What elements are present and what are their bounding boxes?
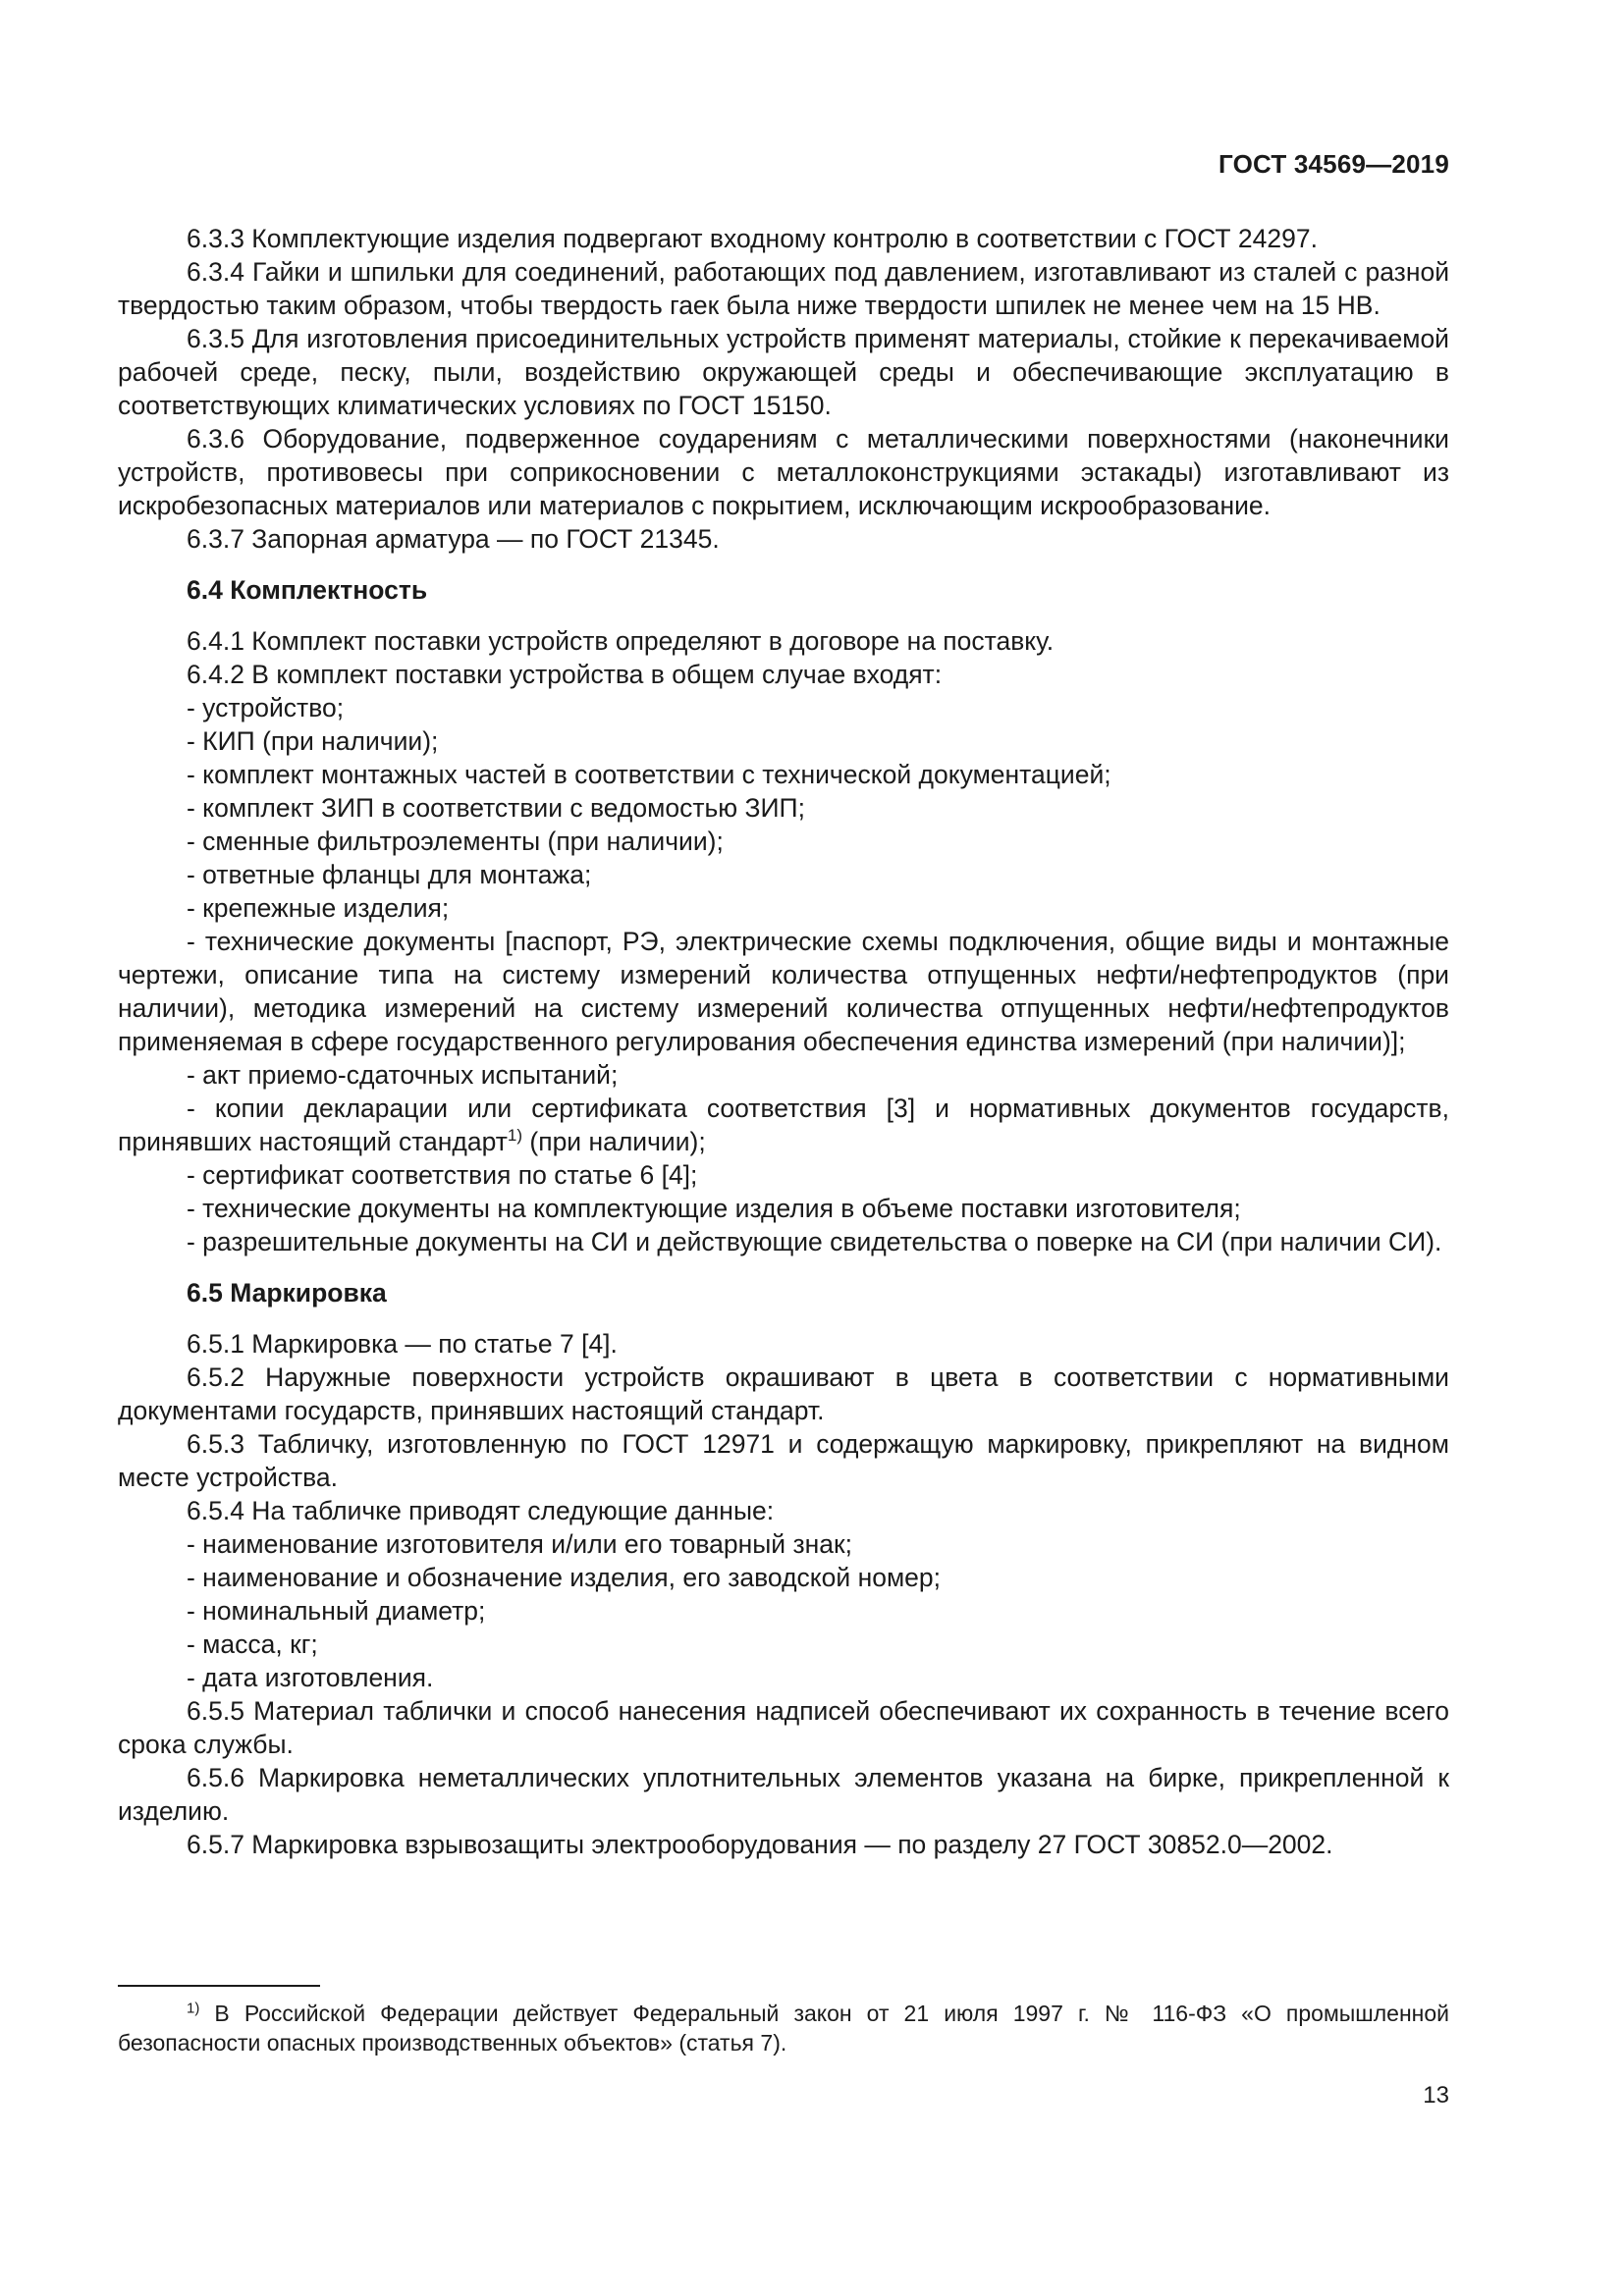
list-item: - номинальный диаметр; bbox=[187, 1596, 486, 1626]
list-item: - ответные фланцы для монтажа; bbox=[187, 860, 592, 889]
footnote-text bbox=[118, 1999, 1449, 2057]
paragraph-6-5-1: 6.5.1 Маркировка — по статье 7 [4]. bbox=[187, 1329, 618, 1359]
list-item: - сертификат соответствия по статье 6 [4]; bbox=[187, 1160, 698, 1190]
footnote-marker: 1) bbox=[187, 2000, 200, 2017]
list-item: - акт приемо-сдаточных испытаний; bbox=[187, 1060, 619, 1090]
document-body bbox=[118, 222, 1449, 1861]
paragraph-6-3-5: 6.3.5 Для изготовления присоединительных устройств применят материалы, стойкие к перекачиваемой рабочей среде, песку, пыли, воздействию окружающей среды и обеспечивающие эксплуатацию в соответствующих климатических условиях по ГОСТ 15150. bbox=[118, 324, 1449, 420]
list-item: - технические документы [паспорт, РЭ, электрические схемы подключения, общие виды и монтажные чертежи, описание типа на систему измерений количества отпущенных нефти/нефтепродуктов (при наличии), методика измерений на систему измерений количества отпущенных нефти/нефтепродуктов применяемая в сфере государственного регулирования обеспечения единства измерений (при наличии)]; bbox=[118, 927, 1449, 1056]
list-item: - дата изготовления. bbox=[187, 1663, 434, 1692]
paragraph-6-3-7: 6.3.7 Запорная арматура — по ГОСТ 21345. bbox=[187, 524, 720, 554]
list-item: - разрешительные документы на СИ и действующие свидетельства о поверке на СИ (при наличии СИ). bbox=[187, 1227, 1442, 1256]
footnote bbox=[118, 1999, 1449, 2057]
list-item-declaration bbox=[118, 1092, 1449, 1158]
declaration-text: - копии декларации или сертификата соответствия [3] и нормативных документов государств, принявших настоящий стандарт bbox=[118, 1094, 1449, 1156]
paragraph-6-5-7: 6.5.7 Маркировка взрывозащиты электрооборудования — по разделу 27 ГОСТ 30852.0—2002. bbox=[187, 1830, 1333, 1859]
footnote-body: В Российской Федерации действует Федеральный закон от 21 июля 1997 г. № 116-ФЗ «О промышленной безопасности опасных производственных объектов» (статья 7). bbox=[118, 2001, 1449, 2056]
list-item: - наименование изготовителя и/или его товарный знак; bbox=[187, 1529, 852, 1559]
paragraph-6-5-2: 6.5.2 Наружные поверхности устройств окрашивают в цвета в соответствии с нормативными документами государств, принявших настоящий стандарт. bbox=[118, 1362, 1449, 1425]
list-item: - комплект монтажных частей в соответствии с технической документацией; bbox=[187, 760, 1111, 789]
document-page bbox=[118, 0, 1449, 2296]
footnote-reference[interactable]: 1) bbox=[507, 1126, 523, 1146]
paragraph-6-4-2: 6.4.2 В комплект поставки устройства в общем случае входят: bbox=[187, 660, 943, 689]
list-item: - масса, кг; bbox=[187, 1629, 318, 1659]
paragraph-6-3-3: 6.3.3 Комплектующие изделия подвергают входному контролю в соответствии с ГОСТ 24297. bbox=[187, 224, 1318, 253]
page-number: 13 bbox=[1423, 2082, 1449, 2109]
list-item: - комплект ЗИП в соответствии с ведомостью ЗИП; bbox=[187, 793, 805, 823]
list-item: - наименование и обозначение изделия, его заводской номер; bbox=[187, 1563, 942, 1592]
list-item: - технические документы на комплектующие изделия в объеме поставки изготовителя; bbox=[187, 1194, 1241, 1223]
list-item: - КИП (при наличии); bbox=[187, 726, 439, 756]
paragraph-6-4-1: 6.4.1 Комплект поставки устройств определяют в договоре на поставку. bbox=[187, 626, 1055, 656]
paragraph-6-5-4: 6.5.4 На табличке приводят следующие данные: bbox=[187, 1496, 775, 1525]
footnote-divider bbox=[118, 1985, 320, 1987]
list-item: - сменные фильтроэлементы (при наличии); bbox=[187, 827, 724, 856]
paragraph-6-5-5: 6.5.5 Материал таблички и способ нанесения надписей обеспечивают их сохранность в течение всего срока службы. bbox=[118, 1696, 1449, 1759]
paragraph-6-3-4: 6.3.4 Гайки и шпильки для соединений, работающих под давлением, изготавливают из сталей с разной твердостью таким образом, чтобы твердость гаек была ниже твердости шпилек не менее чем на 15 НВ. bbox=[118, 257, 1449, 320]
list-item: - устройство; bbox=[187, 693, 345, 722]
declaration-text-end: (при наличии); bbox=[522, 1127, 706, 1156]
paragraph-6-3-6: 6.3.6 Оборудование, подверженное соударениям с металлическими поверхностями (наконечники устройств, противовесы при соприкосновении с металлоконструкциями эстакады) изготавливают из искробезопасных материалов или материалов с покрытием, исключающим искрообразование. bbox=[118, 424, 1449, 520]
paragraph-6-5-3: 6.5.3 Табличку, изготовленную по ГОСТ 12971 и содержащую маркировку, прикрепляют на видном месте устройства. bbox=[118, 1429, 1449, 1492]
document-header: ГОСТ 34569—2019 bbox=[1218, 149, 1449, 179]
paragraph-6-5-6: 6.5.6 Маркировка неметаллических уплотнительных элементов указана на бирке, прикрепленной к изделию. bbox=[118, 1763, 1449, 1826]
section-heading-6-5: 6.5 Маркировка bbox=[187, 1278, 387, 1308]
list-item: - крепежные изделия; bbox=[187, 893, 450, 923]
section-heading-6-4: 6.4 Комплектность bbox=[187, 575, 428, 605]
